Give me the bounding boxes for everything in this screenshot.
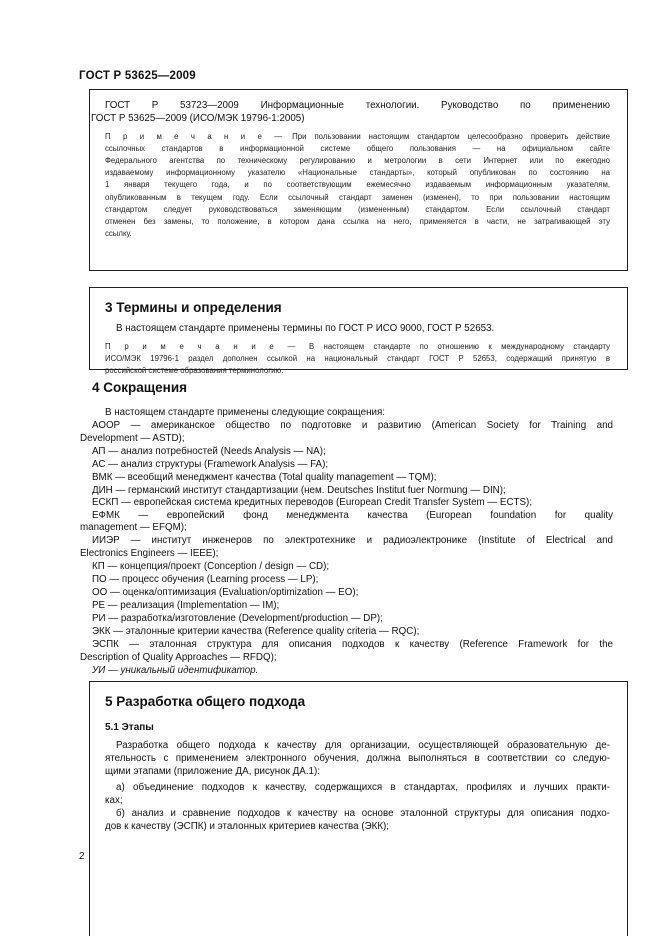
abbreviation-line: УИ — уникальный идентификатор. — [92, 665, 259, 676]
note-label: П р и м е ч а н и е — — [105, 132, 285, 141]
section-5-line: щими этапами (приложение ДА, рисунок ДА.1): — [105, 766, 320, 777]
abbreviation-line: ПО — процесс обучения (Learning process — LP); — [92, 574, 319, 585]
section-3-note-line: ИСО/МЭК 19796-1 раздел дополнен ссылкой на национальный стандарт ГОСТ Р 52653, содержащий принятую в — [105, 354, 610, 363]
abbreviation-line: АП — анализ потребностей (Needs Analysis — NA); — [92, 446, 326, 457]
section-5-line: ках; — [105, 795, 123, 806]
reference-line-2: ГОСТ Р 53625—2009 (ИСО/МЭК 19796-1:2005) — [91, 113, 305, 124]
section-5-line: Разработка общего подхода к качеству для организации, осуществляющей образовательную де- — [116, 740, 610, 751]
section-5-heading: 5 Разработка общего подхода — [105, 694, 306, 709]
references-note-line: опубликованным в текущем году. Если ссылочный стандарт заменен (изменен), то при пользовании настоящим — [105, 193, 610, 202]
abbreviation-line: КП — концепция/проект (Conception / design — CD); — [92, 561, 330, 572]
section-5-line: дов к качеству (ЭСПК) и эталонных критериев качества (ЭКК); — [105, 821, 390, 832]
abbreviation-line: ВМК — всеобщий менеджмент качества (Total quality management — TQM); — [92, 472, 437, 483]
references-note-line: ссылочных стандартов в информационной системе общего пользования — на официальном сайте — [105, 144, 610, 153]
references-note-line: П р и м е ч а н и е — При пользовании настоящим стандартом целесообразно проверить действие — [105, 132, 610, 141]
references-note-line: стандартом следует руководствоваться заменяющим (измененным) стандартом. Если ссылочный стандарт — [105, 205, 610, 214]
section-3-note-line: российской системе образования терминологию. — [105, 366, 284, 375]
document-header: ГОСТ Р 53625—2009 — [79, 70, 196, 82]
reference-line-1: ГОСТ Р 53723—2009 Информационные технологии. Руководство по применению — [105, 100, 610, 111]
section-3-heading: 3 Термины и определения — [105, 300, 282, 315]
abbreviation-line: АООР — американское общество по подготовке и развитию (American Society for Training and — [92, 420, 613, 431]
references-note-line: 1 января текущего года, и по соответствующим ежемесячно издаваемым информационным указателям, — [105, 180, 610, 189]
abbreviation-line: ЕФМК — европейский фонд менеджмента качества (European foundation for quality — [92, 510, 613, 521]
note-label: П р и м е ч а н и е — — [105, 342, 309, 351]
abbreviation-line: ИИЭР — институт инженеров по электротехнике и радиоэлектронике (Institute of Electrical and — [92, 535, 613, 546]
page-number: 2 — [79, 851, 85, 862]
abbreviation-line: ОО — оценка/оптимизация (Evaluation/optimization — EO); — [92, 587, 359, 598]
references-note-line: Федерального агентства по техническому регулированию и метрологии в сети Интернет или по ежегодно — [105, 156, 610, 165]
abbreviation-line: management — EFQM); — [80, 522, 187, 533]
abbreviation-line: РЕ — реализация (Implementation — IM); — [92, 600, 280, 611]
abbreviation-line: РИ — разработка/изготовление (Development/production — DP); — [92, 613, 383, 624]
abbreviation-line: ЭСПК — эталонная структура для описания подходов к качеству (Reference Framework for the — [92, 639, 613, 650]
abbreviation-line: Electronics Engineers — IEEE); — [80, 548, 219, 559]
section-5-line: ятельность с применением электронного обучения, должна выполняться в соответствии со следую- — [105, 753, 610, 764]
abbreviation-line: Development — ASTD); — [80, 433, 185, 444]
section-5-1-heading: 5.1 Этапы — [105, 722, 154, 733]
section-4-heading: 4 Сокращения — [92, 380, 187, 395]
section-3-paragraph: В настоящем стандарте применены термины по ГОСТ Р ИСО 9000, ГОСТ Р 52653. — [116, 323, 495, 334]
abbreviation-line: АС — анализ структуры (Framework Analysis — FA); — [92, 459, 329, 470]
abbreviation-line: ЕСКП — европейская система кредитных переводов (European Credit Transfer System — ECTS); — [92, 497, 533, 508]
abbreviation-line: Description of Quality Approaches — RFDQ); — [80, 652, 277, 663]
abbreviation-line: ЭКК — эталонные критерии качества (Reference quality criteria — RQC); — [92, 626, 420, 637]
abbreviation-line: ДИН — германский институт стандартизации (нем. Deutsches Institut fuer Normung — DIN); — [92, 485, 506, 496]
references-note-line: ссылку. — [105, 229, 132, 238]
references-note-line: отменен без замены, то положение, в котором дана ссылка на него, применяется в части, не затрагивающей эту — [105, 217, 610, 226]
section-3-note-line: П р и м е ч а н и е — В настоящем стандарте по отношению к международному стандарту — [105, 342, 610, 351]
section-4-intro: В настоящем стандарте применены следующие сокращения: — [105, 407, 385, 418]
references-note-line: издаваемому информационному указателю «Национальные стандарты», который опубликован по состоянию на — [105, 168, 610, 177]
section-5-line: а) объединение подходов к качеству, содержащихся в стандартах, профилях и лучших практи- — [116, 782, 610, 793]
section-5-line: б) анализ и сравнение подходов к качеству на основе эталонной структуры для описания подхо- — [116, 808, 610, 819]
